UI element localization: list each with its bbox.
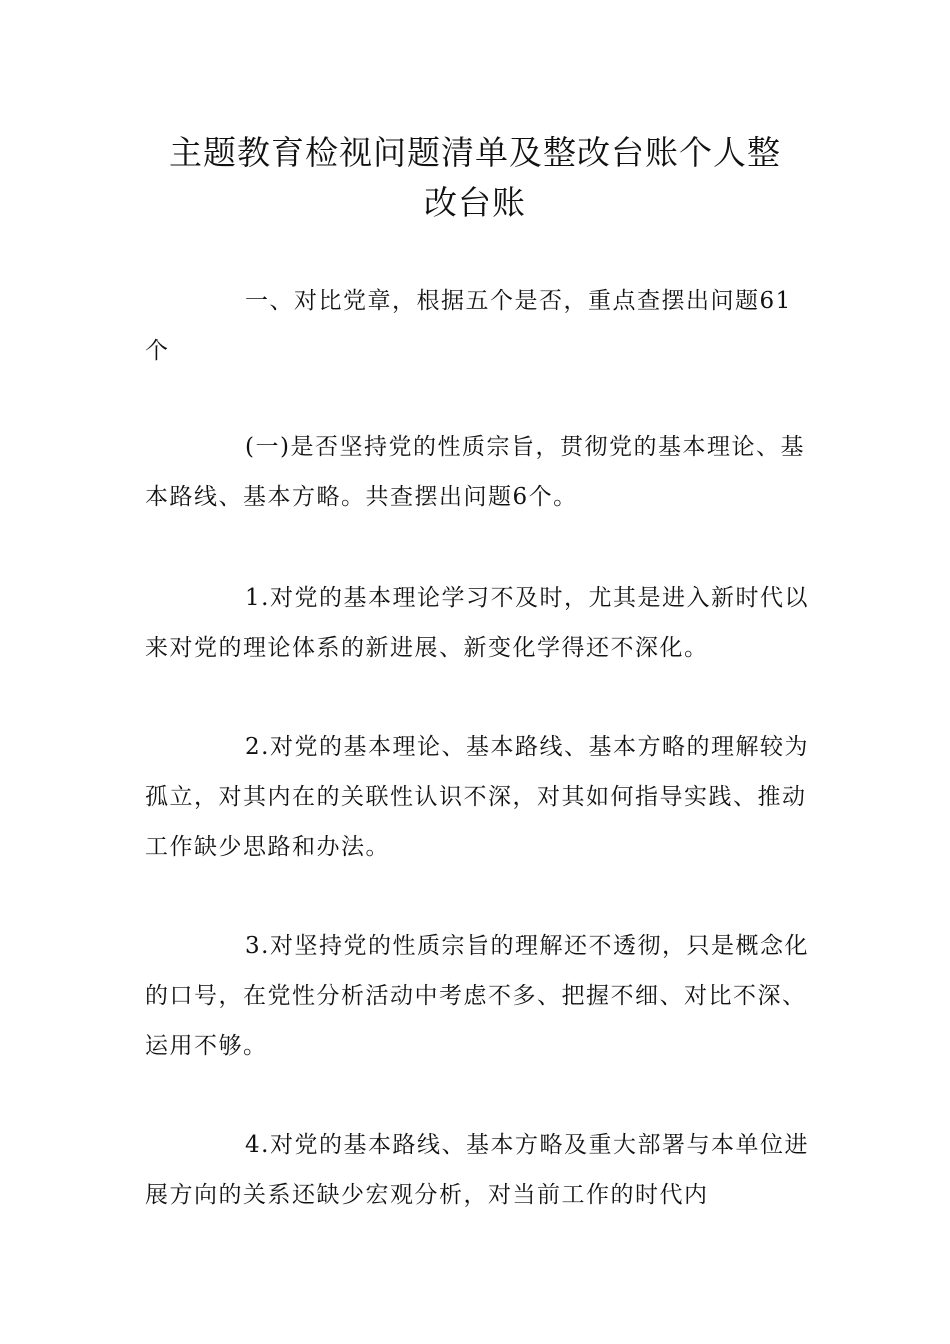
subsection-heading: (一)是否坚持党的性质宗旨，贯彻党的基本理论、基本路线、基本方略。共查摆出问题6个。: [145, 434, 805, 510]
issue-item-4: 4.对党的基本路线、基本方略及重大部署与本单位进展方向的关系还缺少宏观分析，对当前工作的时代内: [145, 1132, 809, 1208]
issue-item-2: 2.对党的基本理论、基本路线、基本方略的理解较为孤立，对其内在的关联性认识不深，对其如何指导实践、推动工作缺少思路和办法。: [145, 734, 809, 860]
title-line-1: 主题教育检视问题清单及整改台账个人整: [169, 133, 781, 172]
issue-item-3: 3.对坚持党的性质宗旨的理解还不透彻，只是概念化的口号，在党性分析活动中考虑不多、把握不细、对比不深、运用不够。: [145, 933, 809, 1059]
title-line-2: 改台账: [424, 183, 526, 222]
issue-item-1: 1.对党的基本理论学习不及时，尤其是进入新时代以来对党的理论体系的新进展、新变化学得还不深化。: [145, 585, 809, 661]
document-title: [120, 128, 830, 228]
section-heading: 一、对比党章，根据五个是否，重点查摆出问题61个: [145, 288, 792, 364]
